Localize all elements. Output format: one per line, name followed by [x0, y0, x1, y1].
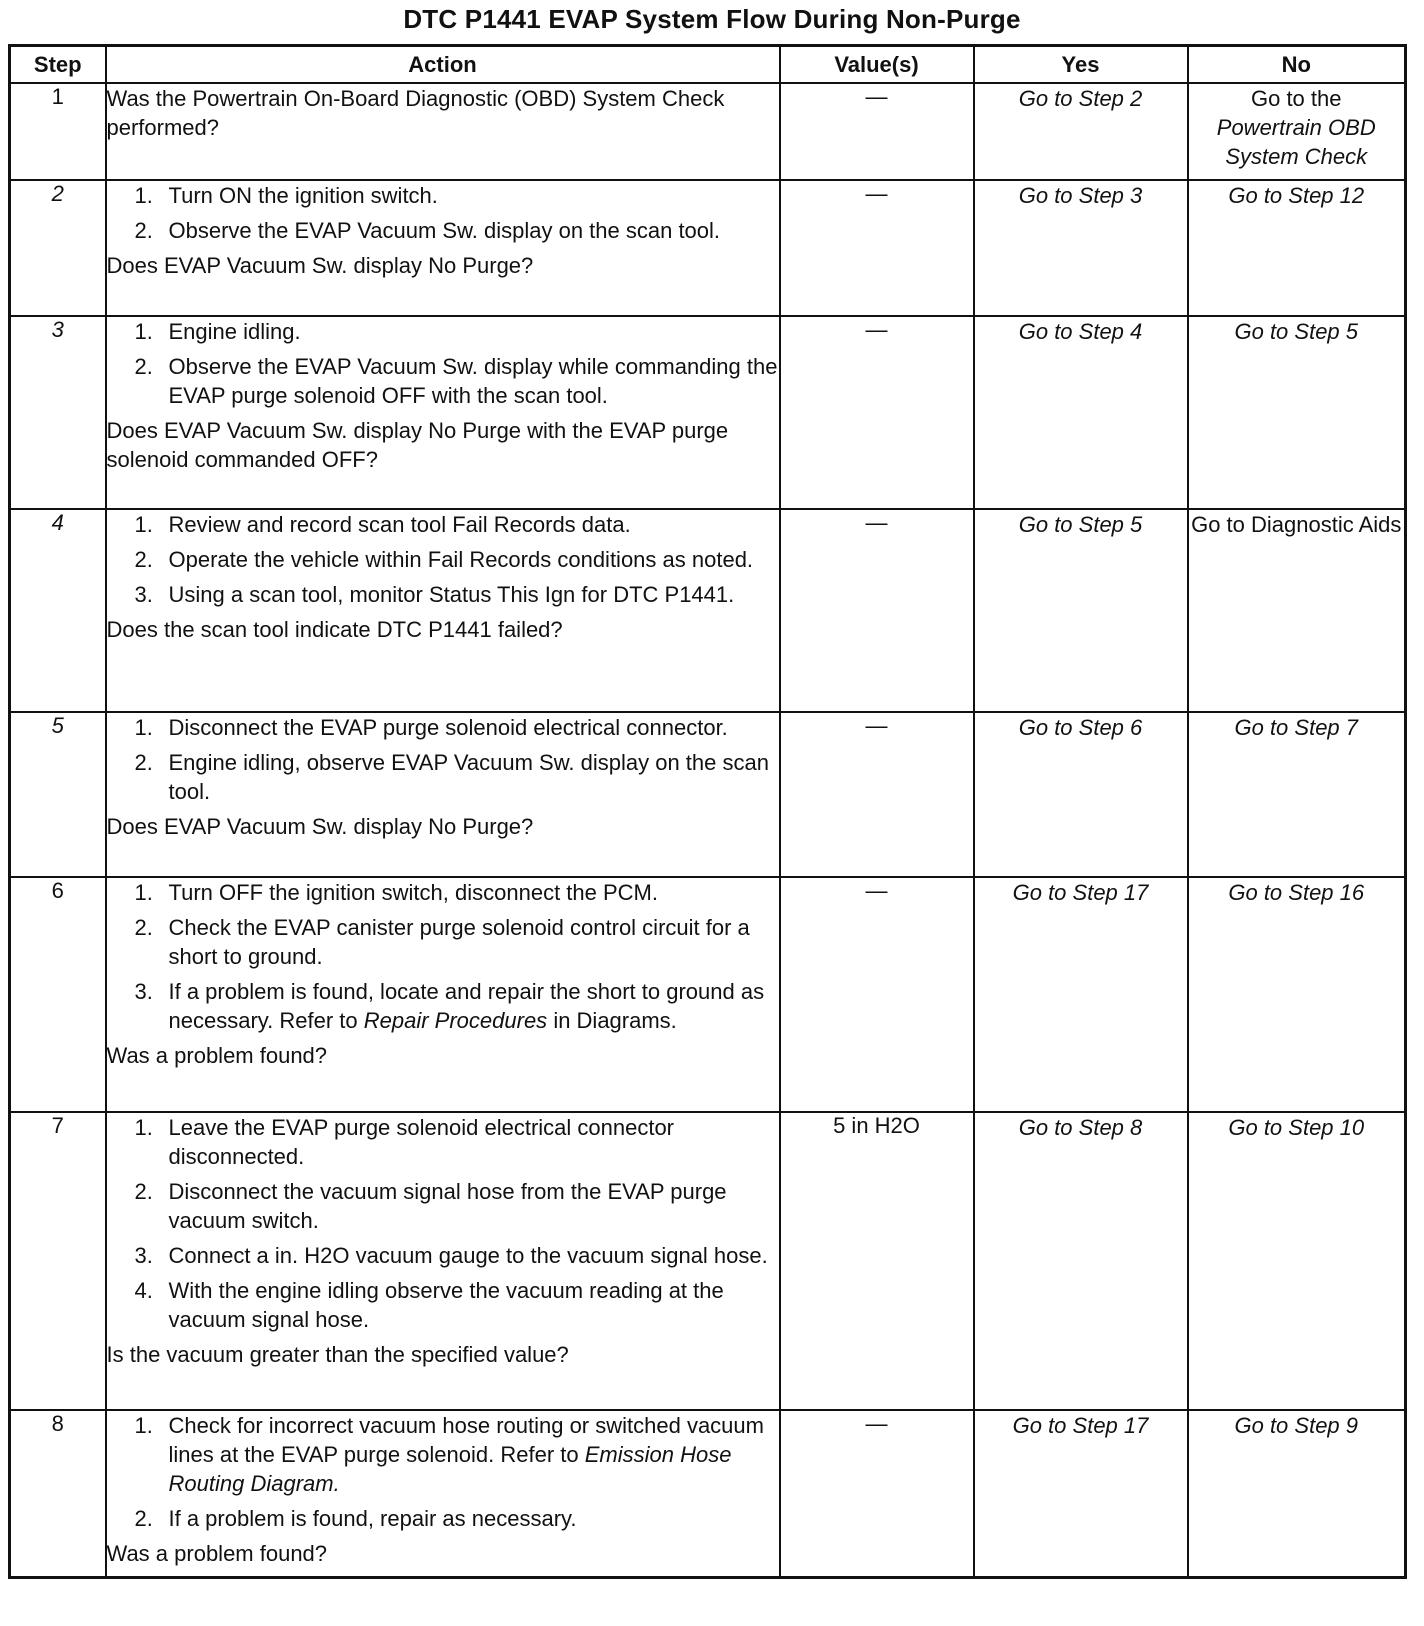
action-item-number: 2.: [134, 1179, 153, 1204]
value-cell: —: [780, 509, 974, 712]
value-cell: —: [780, 1410, 974, 1577]
action-cell: [106, 1410, 780, 1577]
action-item-number: 3.: [134, 1243, 153, 1268]
action-item: [107, 1113, 779, 1171]
action-item-text: Observe the EVAP Vacuum Sw. display on the scan tool.: [168, 218, 721, 243]
table-row: [10, 83, 1406, 180]
yes-cell: Go to Step 4: [974, 316, 1188, 509]
action-cell: [106, 180, 780, 316]
action-intro: Was the Powertrain On-Board Diagnostic (OBD) System Check performed?: [106, 86, 725, 140]
action-question: Does EVAP Vacuum Sw. display No Purge?: [106, 253, 534, 278]
action-item-reference: Emission Hose Routing Diagram.: [168, 1442, 732, 1496]
action-item: [107, 1276, 779, 1334]
action-item: [107, 1177, 779, 1235]
action-question: Does EVAP Vacuum Sw. display No Purge?: [106, 814, 534, 839]
value-cell: —: [780, 877, 974, 1112]
header-values: Value(s): [780, 46, 974, 84]
no-cell: Go to Step 12: [1188, 180, 1406, 316]
action-question: Was a problem found?: [106, 1541, 328, 1566]
action-item-number: 2.: [134, 1506, 153, 1531]
diagnostic-table: [8, 44, 1407, 1579]
action-item-number: 1.: [134, 1115, 153, 1140]
yes-cell: Go to Step 2: [974, 83, 1188, 180]
action-item-text: With the engine idling observe the vacuum reading at the vacuum signal hose.: [168, 1278, 724, 1332]
step-number: 3: [10, 316, 106, 509]
value-cell: —: [780, 180, 974, 316]
action-item-number: 1.: [134, 715, 153, 740]
header-action: Action: [106, 46, 780, 84]
action-cell: [106, 877, 780, 1112]
action-item-text: If a problem is found, locate and repair the short to ground as necessary. Refer to: [168, 979, 765, 1033]
action-item-number: 1.: [134, 183, 153, 208]
table-row: [10, 509, 1406, 712]
action-item-number: 3.: [134, 582, 153, 607]
action-item: [107, 1411, 779, 1498]
no-cell: Go to Step 7: [1188, 712, 1406, 877]
action-cell: [106, 712, 780, 877]
step-number: 2: [10, 180, 106, 316]
value-cell: —: [780, 316, 974, 509]
action-item-text: Check for incorrect vacuum hose routing or switched vacuum lines at the EVAP purge solenoid. Refer to: [168, 1413, 764, 1467]
no-cell: Go to Step 5: [1188, 316, 1406, 509]
no-cell: Go to Step 16: [1188, 877, 1406, 1112]
action-item-text: Engine idling.: [168, 319, 301, 344]
no-pre-text: Go to the: [1250, 86, 1342, 111]
action-item-text: Disconnect the EVAP purge solenoid electrical connector.: [168, 715, 728, 740]
action-cell: [106, 83, 780, 180]
action-item: [107, 977, 779, 1035]
action-item-text: Disconnect the vacuum signal hose from the EVAP purge vacuum switch.: [168, 1179, 727, 1233]
value-cell: —: [780, 712, 974, 877]
action-item-number: 2.: [134, 218, 153, 243]
header-no: No: [1188, 46, 1406, 84]
yes-cell: Go to Step 8: [974, 1112, 1188, 1410]
step-number: 8: [10, 1410, 106, 1577]
yes-cell: Go to Step 17: [974, 877, 1188, 1112]
step-number: 6: [10, 877, 106, 1112]
action-item-tail: in Diagrams.: [553, 1008, 677, 1033]
action-item-text: Check the EVAP canister purge solenoid control circuit for a short to ground.: [168, 915, 750, 969]
yes-cell: Go to Step 6: [974, 712, 1188, 877]
yes-cell: Go to Step 17: [974, 1410, 1188, 1577]
action-item: [107, 748, 779, 806]
action-item-text: If a problem is found, repair as necessary.: [168, 1506, 577, 1531]
yes-cell: Go to Step 5: [974, 509, 1188, 712]
action-item-text: Turn ON the ignition switch.: [168, 183, 438, 208]
action-question: Is the vacuum greater than the specified value?: [106, 1342, 569, 1367]
action-cell: [106, 316, 780, 509]
page-title: DTC P1441 EVAP System Flow During Non-Purge: [403, 4, 1021, 34]
action-item-number: 4.: [134, 1278, 153, 1303]
action-item: [107, 216, 779, 245]
table-row: [10, 712, 1406, 877]
action-item-number: 1.: [134, 880, 153, 905]
action-item-text: Leave the EVAP purge solenoid electrical connector disconnected.: [168, 1115, 675, 1169]
no-cell: [1188, 83, 1406, 180]
action-item-number: 1.: [134, 1413, 153, 1438]
action-item-number: 2.: [134, 354, 153, 379]
no-cell: Go to Diagnostic Aids: [1188, 509, 1406, 712]
action-item: [107, 713, 779, 742]
step-number: 7: [10, 1112, 106, 1410]
action-cell: [106, 509, 780, 712]
action-item-text: Review and record scan tool Fail Records data.: [168, 512, 631, 537]
action-item: [107, 181, 779, 210]
action-item-text: Observe the EVAP Vacuum Sw. display while commanding the EVAP purge solenoid OFF with the scan tool.: [168, 354, 778, 408]
action-item: [107, 317, 779, 346]
header-yes: Yes: [974, 46, 1188, 84]
action-item: [107, 352, 779, 410]
action-item-number: 1.: [134, 512, 153, 537]
step-number: 4: [10, 509, 106, 712]
action-item-text: Using a scan tool, monitor Status This Ign for DTC P1441.: [168, 582, 735, 607]
action-question: Does the scan tool indicate DTC P1441 failed?: [106, 617, 563, 642]
step-number: 5: [10, 712, 106, 877]
action-question: Was a problem found?: [106, 1043, 328, 1068]
action-item: [107, 510, 779, 539]
action-item: [107, 580, 779, 609]
value-cell: 5 in H2O: [780, 1112, 974, 1410]
table-row: [10, 180, 1406, 316]
action-item: [107, 1241, 779, 1270]
action-item-text: Connect a in. H2O vacuum gauge to the vacuum signal hose.: [168, 1243, 768, 1268]
table-row: [10, 1410, 1406, 1577]
table-row: [10, 1112, 1406, 1410]
action-item-number: 2.: [134, 750, 153, 775]
action-item-text: Operate the vehicle within Fail Records conditions as noted.: [168, 547, 754, 572]
header-step: Step: [10, 46, 106, 84]
action-item: [107, 1504, 779, 1533]
header-row: [10, 46, 1406, 84]
no-cell: Go to Step 10: [1188, 1112, 1406, 1410]
action-item-number: 1.: [134, 319, 153, 344]
action-cell: [106, 1112, 780, 1410]
action-question: Does EVAP Vacuum Sw. display No Purge with the EVAP purge solenoid commanded OFF?: [106, 418, 729, 472]
table-row: [10, 316, 1406, 509]
yes-cell: Go to Step 3: [974, 180, 1188, 316]
action-item-text: Engine idling, observe EVAP Vacuum Sw. display on the scan tool.: [168, 750, 769, 804]
step-number: 1: [10, 83, 106, 180]
action-item-number: 2.: [134, 915, 153, 940]
action-item-reference: Repair Procedures: [363, 1008, 548, 1033]
value-cell: —: [780, 83, 974, 180]
table-row: [10, 877, 1406, 1112]
no-cell: Go to Step 9: [1188, 1410, 1406, 1577]
action-item-text: Turn OFF the ignition switch, disconnect the PCM.: [168, 880, 658, 905]
no-link-text: Powertrain OBD System Check: [1216, 115, 1376, 169]
action-item: [107, 913, 779, 971]
action-item: [107, 878, 779, 907]
action-item-number: 3.: [134, 979, 153, 1004]
action-item-number: 2.: [134, 547, 153, 572]
action-item: [107, 545, 779, 574]
